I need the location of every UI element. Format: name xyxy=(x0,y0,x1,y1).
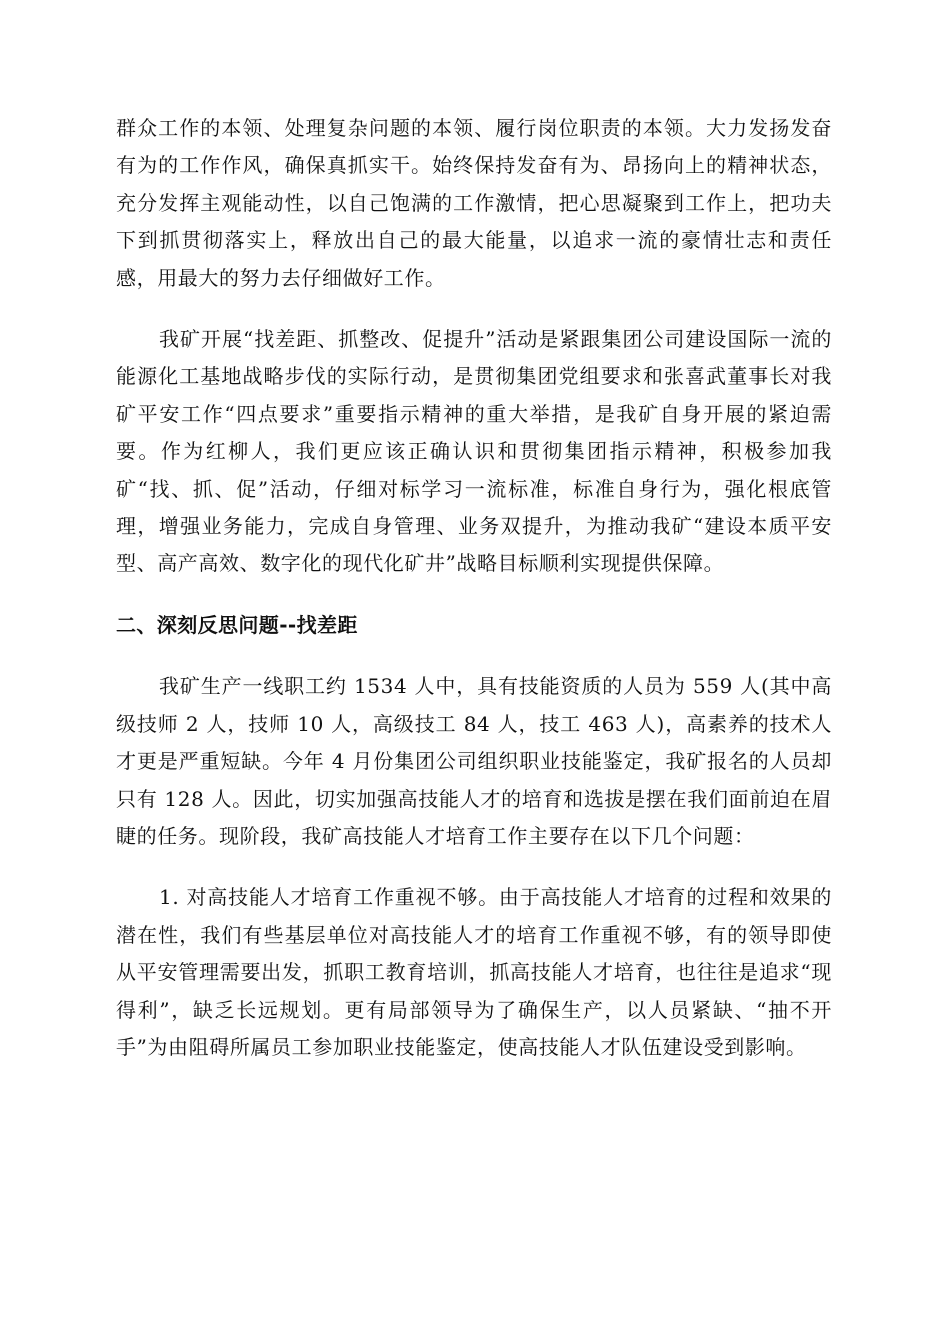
paragraph-problem-1: 1. 对高技能人才培育工作重视不够。由于高技能人才培育的过程和效果的潜在性，我们有些基层单位对高技能人才的培育工作重视不够，有的领导即使从平安管理需要出发，抓职工教育培训，抓高技能人才培育，也往往是追求“现得利”，缺乏长远规划。更有局部领导为了确保生产，以人员紧缺、“抽不开手”为由阻碍所属员工参加职业技能鉴定，使高技能人才队伍建设受到影响。 xyxy=(116,885,832,1059)
paragraph-staff-statistics: 我矿生产一线职工约 1534 人中，具有技能资质的人员为 559 人(其中高级技师 2 人，技师 10 人，高级技工 84 人，技工 463 人)，高素养的技术人才更是严重短缺。今年 4 月份集团公司组织职业技能鉴定，我矿报名的人员却只有 128 人。因此，切实加强高技能人才的培育和选拔是摆在我们面前迫在眉睫的任务。现阶段，我矿高技能人才培育工作主要存在以下几个问题： xyxy=(116,674,832,848)
paragraph-work-style: 群众工作的本领、处理复杂问题的本领、履行岗位职责的本领。大力发扬发奋有为的工作作风，确保真抓实干。始终保持发奋有为、昂扬向上的精神状态，充分发挥主观能动性，以自己饱满的工作激情，把心思凝聚到工作上，把功夫下到抓贯彻落实上，释放出自己的最大能量，以追求一流的豪情壮志和责任感，用最大的努力去仔细做好工作。 xyxy=(116,116,832,290)
paragraph-activity-significance: 我矿开展“找差距、抓整改、促提升”活动是紧跟集团公司建设国际一流的能源化工基地战略步伐的实际行动，是贯彻集团党组要求和张喜武董事长对我矿平安工作“四点要求”重要指示精神的重大举措，是我矿自身开展的紧迫需要。作为红柳人，我们更应该正确认识和贯彻集团指示精神，积极参加我矿“找、抓、促”活动，仔细对标学习一流标准，标准自身行为，强化根底管理，增强业务能力，完成自身管理、业务双提升，为推动我矿“建设本质平安型、高产高效、数字化的现代化矿井”战略目标顺利实现提供保障。 xyxy=(116,327,832,576)
document-page xyxy=(116,110,832,1090)
section-heading: 二、深刻反思问题--找差距 xyxy=(116,612,358,637)
